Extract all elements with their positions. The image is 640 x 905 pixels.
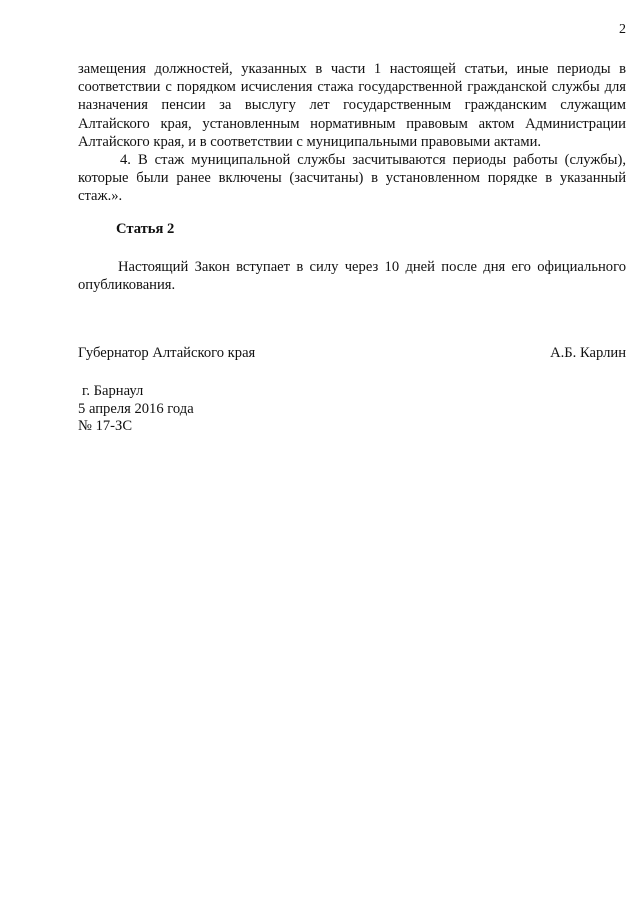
page-number: 2 <box>619 22 626 37</box>
signatory-position: Губернатор Алтайского края <box>78 345 256 361</box>
place-date-block <box>78 383 194 436</box>
signature-block <box>78 345 626 362</box>
paragraph-item-4: 4. В стаж муниципальной службы засчитываются периоды работы (службы), которые были ранее включены (засчитаны) в установленном порядке в указанный стаж.». <box>78 152 626 205</box>
article-heading: Статья 2 <box>116 221 175 237</box>
paragraph-effective-date: Настоящий Закон вступает в силу через 10 дней после дня его официального опубликования. <box>78 259 626 294</box>
signatory-name: А.Б. Карлин <box>550 345 626 361</box>
city: г. Барнаул <box>82 383 144 399</box>
law-number: № 17-ЗС <box>78 418 133 434</box>
paragraph-continuation: замещения должностей, указанных в части 1 настоящей статьи, иные периоды в соответствии с порядком исчисления стажа государственной гражданской службы для назначения пенсии за выслугу лет государственным гражданским служащим Алтайского края, установленным нормативным правовым актом Администрации Алтайского края, и в соответствии с муниципальными правовыми актами. <box>78 61 626 150</box>
law-date: 5 апреля 2016 года <box>78 400 194 417</box>
